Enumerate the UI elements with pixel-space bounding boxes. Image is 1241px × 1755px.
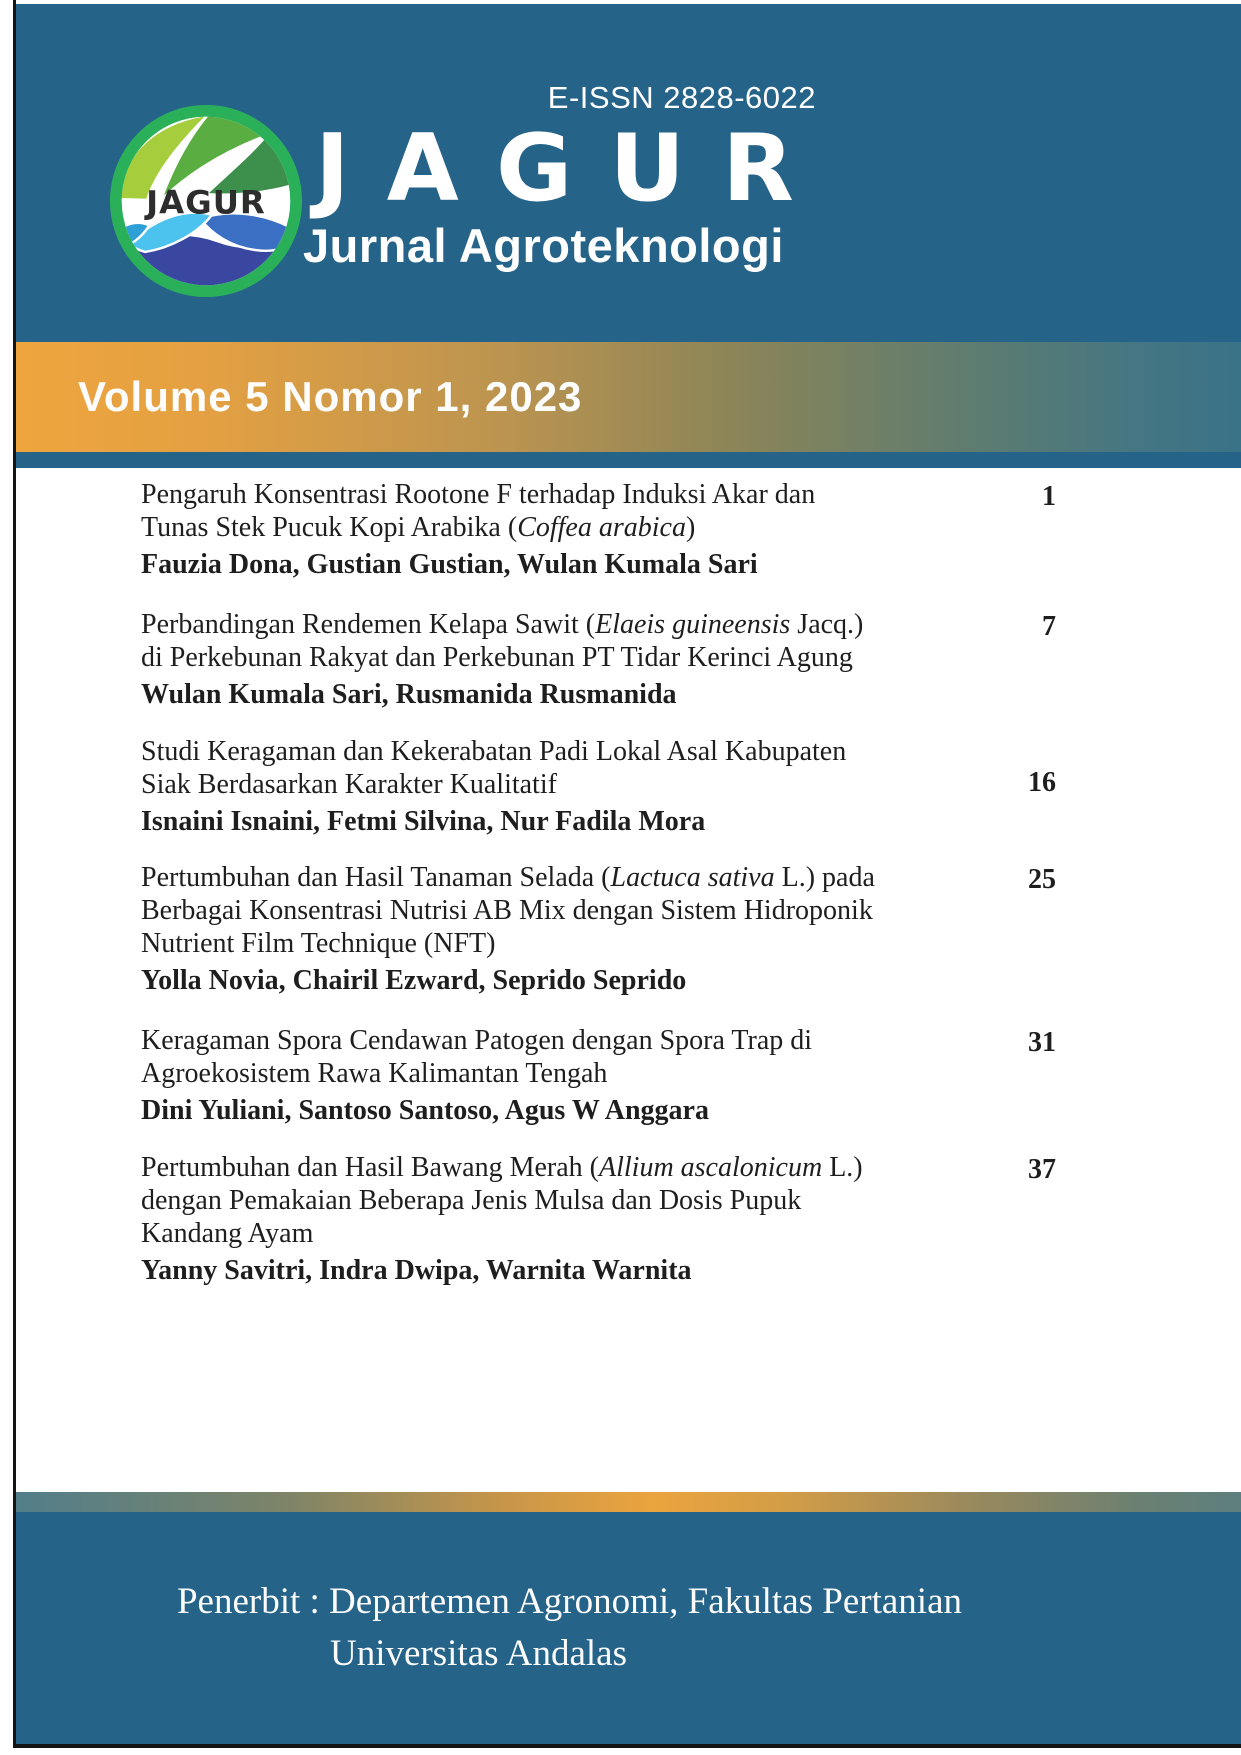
publisher-institution: Universitas Andalas	[330, 1633, 627, 1674]
article-page-number: 7	[1042, 611, 1056, 642]
page-bottom-border	[13, 1744, 1241, 1748]
journal-abbrev-title: JAGUR	[315, 114, 832, 222]
journal-name: Jurnal Agroteknologi	[303, 219, 784, 273]
journal-logo	[108, 103, 304, 299]
volume-label: Volume 5 Nomor 1, 2023	[78, 373, 583, 420]
article-page-number: 31	[1028, 1027, 1056, 1058]
logo-blue-waves-icon	[118, 213, 296, 293]
journal-title-block	[303, 80, 832, 273]
table-of-contents	[16, 468, 1241, 1492]
article-authors: Yanny Savitri, Indra Dwipa, Warnita Warnita	[141, 1255, 692, 1286]
jagur-logo-icon	[108, 103, 304, 299]
toc-entry	[141, 1024, 1101, 1127]
footer-gradient-strip	[16, 1492, 1241, 1512]
article-title: Pertumbuhan dan Hasil Bawang Merah (Allium ascalonicum L.) dengan Pemakaian Beberapa Jenis Mulsa dan Dosis Pupuk Kandang Ayam	[141, 1152, 863, 1249]
article-title: Studi Keragaman dan Kekerabatan Padi Lokal Asal Kabupaten Siak Berdasarkan Karakter Kualitatif	[141, 736, 847, 800]
article-title: Pengaruh Konsentrasi Rootone F terhadap Induksi Akar dan Tunas Stek Pucuk Kopi Arabika (Coffea arabica)	[141, 479, 816, 543]
toc-entry	[141, 861, 1101, 997]
page-sheet	[16, 4, 1241, 1744]
article-page-number: 37	[1028, 1154, 1056, 1185]
toc-entry	[141, 735, 1101, 838]
logo-text: JAGUR	[146, 183, 266, 222]
article-title: Keragaman Spora Cendawan Patogen dengan Spora Trap di Agroekosistem Rawa Kalimantan Tengah	[141, 1025, 813, 1089]
article-authors: Isnaini Isnaini, Fetmi Silvina, Nur Fadila Mora	[141, 806, 706, 837]
article-authors: Fauzia Dona, Gustian Gustian, Wulan Kumala Sari	[141, 549, 758, 580]
volume-banner	[16, 342, 1241, 452]
journal-header	[16, 4, 1241, 342]
article-authors: Yolla Novia, Chairil Ezward, Seprido Seprido	[141, 965, 687, 996]
article-title: Perbandingan Rendemen Kelapa Sawit (Elaeis guineensis Jacq.) di Perkebunan Rakyat dan Perkebunan PT Tidar Kerinci Agung	[141, 609, 864, 673]
publisher-line: Penerbit : Departemen Agronomi, Fakultas Pertanian	[176, 1581, 963, 1622]
article-authors: Wulan Kumala Sari, Rusmanida Rusmanida	[141, 679, 677, 710]
article-page-number: 25	[1028, 864, 1056, 895]
divider-strip	[16, 452, 1241, 468]
toc-entry	[141, 1151, 1101, 1287]
article-authors: Dini Yuliani, Santoso Santoso, Agus W Anggara	[141, 1095, 709, 1126]
article-title: Pertumbuhan dan Hasil Tanaman Selada (Lactuca sativa L.) pada Berbagai Konsentrasi Nutrisi AB Mix dengan Sistem Hidroponik Nutrient Film Technique (NFT)	[141, 862, 875, 959]
article-page-number: 16	[1028, 767, 1056, 798]
toc-entry	[141, 478, 1101, 581]
publisher-footer	[16, 1512, 1241, 1744]
article-page-number: 1	[1042, 481, 1056, 512]
eissn-label: E-ISSN 2828-6022	[547, 80, 816, 115]
toc-entry	[141, 608, 1101, 711]
